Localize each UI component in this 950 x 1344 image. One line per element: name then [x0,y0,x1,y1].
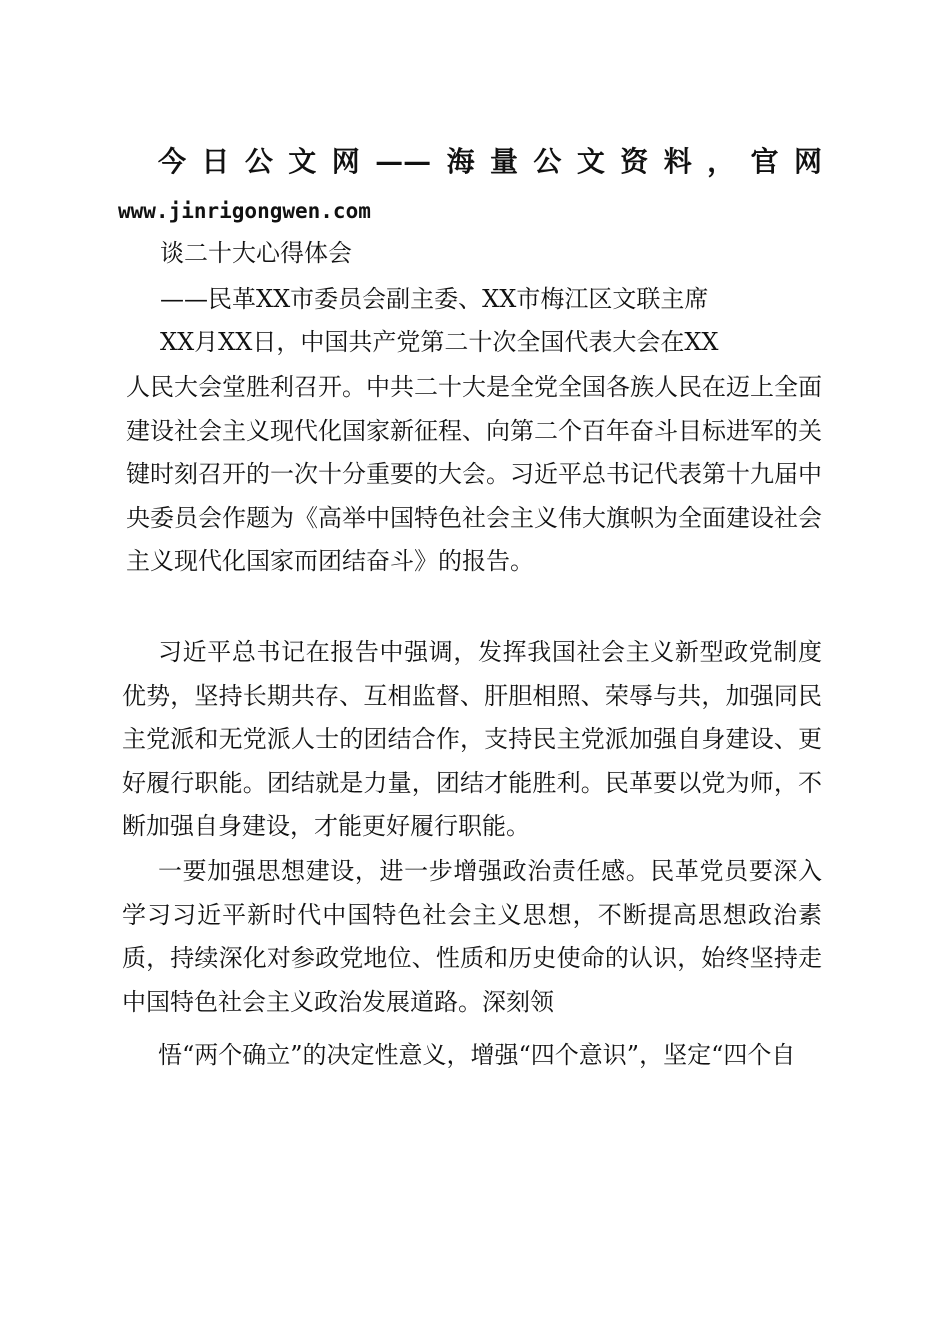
paragraph-1: 人民大会堂胜利召开。中共二十大是全党全国各族人民在迈上全面建设社会主义现代化国家新征程、向第二个百年奋斗目标进军的关键时刻召开的一次十分重要的大会。习近平总书记代表第十九届中央委员会作题为《高举中国特色社会主义伟大旗帜为全面建设社会主义现代化国家而团结奋斗》的报告。 [126,373,822,575]
paragraph-3: 一要加强思想建设，进一步增强政治责任感。民革党员要深入学习习近平新时代中国特色社会主义思想，不断提高思想政治素质，持续深化对参政党地位、性质和历史使命的认识，始终坚持走中国特色社会主义政治发展道路。深刻领 [122,857,822,1016]
header-title: 今日公文网——海量公文资料，官网 [158,145,822,178]
paragraph-4: 悟“两个确立”的决定性意义，增强“四个意识”，坚定“四个自 [158,1041,796,1069]
article-lead-line: XX月XX日，中国共产党第二十次全国代表大会在XX [160,328,719,356]
paragraph-2: 习近平总书记在报告中强调，发挥我国社会主义新型政党制度优势，坚持长期共存、互相监督、肝胆相照、荣辱与共，加强同民主党派和无党派人士的团结合作，支持民主党派加强自身建设、更好履行职能。团结就是力量，团结才能胜利。民革要以党为师，不断加强自身建设，才能更好履行职能。 [122,638,822,840]
header-url: www.jinrigongwen.com [118,199,371,223]
article-title: 谈二十大心得体会 [160,239,352,267]
article-byline: ——民革XX市委员会副主委、XX市梅江区文联主席 [160,285,709,313]
